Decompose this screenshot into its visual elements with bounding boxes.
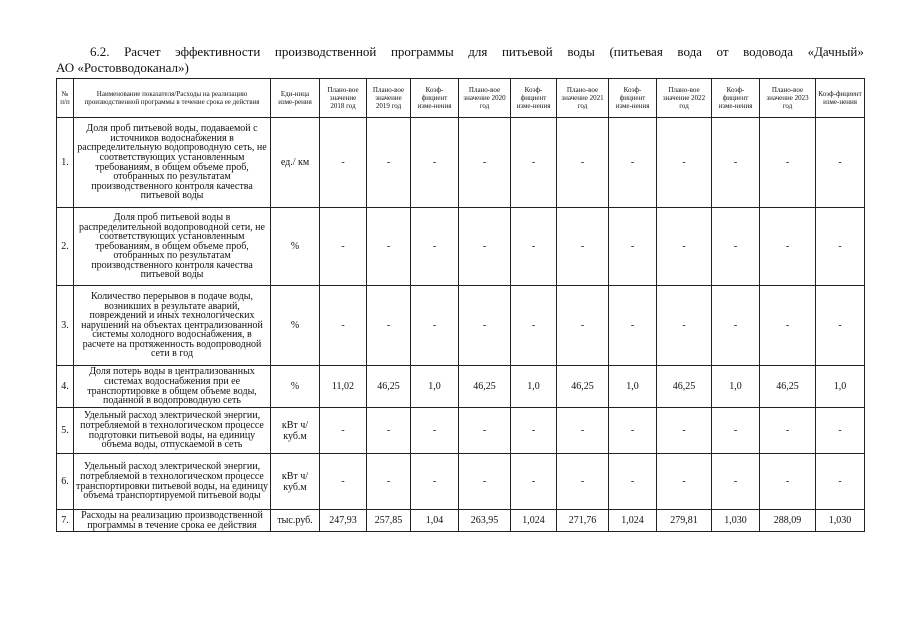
row-number: 1. [57, 118, 74, 208]
header-value-column: Плано-вое значение 2018 год [320, 79, 367, 118]
value-cell: - [320, 286, 367, 366]
value-cell: 247,93 [320, 510, 367, 532]
value-cell: - [411, 286, 459, 366]
value-cell: 46,25 [367, 366, 411, 408]
heading-word: производственной [274, 44, 377, 59]
indicator-name: Доля проб питьевой воды в распределительной водопроводной сети, не соответствующих установленным требованиям, в общем объеме проб, отобранных по результатам производственного контроля качества питьевой воды [74, 208, 271, 286]
section-heading [56, 44, 864, 76]
table-row [57, 286, 865, 366]
value-cell: - [557, 408, 609, 454]
value-cell: 1,030 [712, 510, 760, 532]
indicator-name: Удельный расход электрической энергии, потребляемой в технологическом процессе транспортировки питьевой воды, на единицу объема транспортируемой питьевой воды [74, 454, 271, 510]
heading-word: программы [390, 44, 454, 59]
heading-line-2: АО «Ростовводоканал») [56, 60, 189, 75]
value-cell: - [657, 208, 712, 286]
unit-cell: % [271, 208, 320, 286]
header-value-column: Плано-вое значение 2023 год [760, 79, 816, 118]
value-cell: - [459, 286, 511, 366]
value-cell: 1,0 [411, 366, 459, 408]
value-cell: - [816, 118, 865, 208]
heading-word: для [468, 44, 488, 59]
value-cell: - [367, 408, 411, 454]
heading-word: 6.2. [90, 44, 110, 59]
value-cell: - [760, 286, 816, 366]
table-row [57, 366, 865, 408]
unit-cell: кВт ч/куб.м [271, 408, 320, 454]
value-cell: - [712, 454, 760, 510]
value-cell: - [657, 454, 712, 510]
value-cell: - [459, 408, 511, 454]
header-value-column: Коэф-фициент изме-нения [511, 79, 557, 118]
table-row [57, 454, 865, 510]
value-cell: - [760, 408, 816, 454]
header-indicator-name: Наименование показателя/Расходы на реализацию производственной программы в течение срока ее действия [74, 79, 271, 118]
value-cell: - [760, 118, 816, 208]
value-cell: 46,25 [760, 366, 816, 408]
value-cell: - [657, 408, 712, 454]
value-cell: - [459, 454, 511, 510]
value-cell: - [367, 454, 411, 510]
value-cell: - [657, 118, 712, 208]
value-cell: - [609, 118, 657, 208]
value-cell: - [657, 286, 712, 366]
value-cell: 1,024 [511, 510, 557, 532]
header-value-column: Коэф-фициент изме-нения [411, 79, 459, 118]
value-cell: - [609, 454, 657, 510]
header-value-column: Плано-вое значение 2022 год [657, 79, 712, 118]
value-cell: 46,25 [459, 366, 511, 408]
row-number: 7. [57, 510, 74, 532]
value-cell: - [712, 286, 760, 366]
indicator-name: Количество перерывов в подаче воды, возникших в результате аварий, повреждений и иных технологических нарушений на объектах централизованной системы холодного водоснабжения, в расчете на протяженность водопроводной сети в год [74, 286, 271, 366]
value-cell: - [760, 208, 816, 286]
value-cell: - [712, 208, 760, 286]
value-cell: - [712, 408, 760, 454]
heading-word: Расчет [124, 44, 161, 59]
unit-cell: тыс.руб. [271, 510, 320, 532]
heading-line-1 [56, 44, 864, 60]
heading-word: воды [567, 44, 595, 59]
value-cell: 271,76 [557, 510, 609, 532]
table-header-row [57, 79, 865, 118]
row-number: 4. [57, 366, 74, 408]
value-cell: 46,25 [557, 366, 609, 408]
value-cell: 1,0 [511, 366, 557, 408]
value-cell: - [816, 454, 865, 510]
value-cell: - [816, 208, 865, 286]
value-cell: - [712, 118, 760, 208]
heading-word: от [716, 44, 729, 59]
row-number: 5. [57, 408, 74, 454]
value-cell: 1,0 [712, 366, 760, 408]
value-cell: - [459, 208, 511, 286]
value-cell: 1,024 [609, 510, 657, 532]
value-cell: 11,02 [320, 366, 367, 408]
table-row [57, 118, 865, 208]
value-cell: - [367, 118, 411, 208]
value-cell: - [411, 454, 459, 510]
heading-word: вода [677, 44, 702, 59]
value-cell: - [320, 208, 367, 286]
value-cell: - [411, 118, 459, 208]
value-cell: - [411, 208, 459, 286]
value-cell: 263,95 [459, 510, 511, 532]
value-cell: - [609, 286, 657, 366]
efficiency-table [56, 78, 865, 532]
indicator-name: Расходы на реализацию производственной программы в течение срока ее действия [74, 510, 271, 532]
header-value-column: Коэф-фициент изме-нения [712, 79, 760, 118]
value-cell: - [511, 118, 557, 208]
value-cell: - [511, 286, 557, 366]
value-cell: 1,0 [609, 366, 657, 408]
value-cell: - [459, 118, 511, 208]
header-value-column: Плано-вое значение 2019 год [367, 79, 411, 118]
value-cell: 1,04 [411, 510, 459, 532]
value-cell: - [816, 286, 865, 366]
value-cell: 279,81 [657, 510, 712, 532]
header-value-column: Плано-вое значение 2021 год [557, 79, 609, 118]
header-number: № п/п [57, 79, 74, 118]
value-cell: - [320, 408, 367, 454]
row-number: 6. [57, 454, 74, 510]
indicator-name: Доля проб питьевой воды, подаваемой с источников водоснабжения в распределительную водопроводную сеть, не соответствующих установленным требованиям, в общем объеме проб, отобранных по результатам производственного контроля качества питьевой воды [74, 118, 271, 208]
header-value-column: Коэф-фициент изме-нения [609, 79, 657, 118]
unit-cell: кВт ч/куб.м [271, 454, 320, 510]
value-cell: - [367, 208, 411, 286]
value-cell: - [609, 208, 657, 286]
value-cell: - [557, 208, 609, 286]
heading-word: (питьевая [609, 44, 663, 59]
indicator-name: Удельный расход электрической энергии, потребляемой в технологическом процессе подготовки питьевой воды, на единицу объема воды, отпускаемой в сеть [74, 408, 271, 454]
value-cell: - [411, 408, 459, 454]
value-cell: 257,85 [367, 510, 411, 532]
value-cell: - [760, 454, 816, 510]
value-cell: - [511, 454, 557, 510]
row-number: 2. [57, 208, 74, 286]
value-cell: 1,0 [816, 366, 865, 408]
heading-word: питьевой [501, 44, 553, 59]
value-cell: - [511, 208, 557, 286]
row-number: 3. [57, 286, 74, 366]
header-unit: Еди-ница изме-рения [271, 79, 320, 118]
header-value-column: Коэф-фициент изме-нения [816, 79, 865, 118]
table-row [57, 510, 865, 532]
value-cell: - [367, 286, 411, 366]
value-cell: - [557, 118, 609, 208]
value-cell: - [557, 286, 609, 366]
heading-word: эффективности [175, 44, 261, 59]
indicator-name: Доля потерь воды в централизованных системах водоснабжения при ее транспортировке в общем объеме воды, поданной в водопроводную сеть [74, 366, 271, 408]
table-row [57, 208, 865, 286]
header-value-column: Плано-вое значение 2020 год [459, 79, 511, 118]
table-row [57, 408, 865, 454]
unit-cell: % [271, 366, 320, 408]
value-cell: - [511, 408, 557, 454]
value-cell: 46,25 [657, 366, 712, 408]
value-cell: 288,09 [760, 510, 816, 532]
unit-cell: % [271, 286, 320, 366]
value-cell: - [609, 408, 657, 454]
value-cell: - [320, 454, 367, 510]
value-cell: 1,030 [816, 510, 865, 532]
value-cell: - [320, 118, 367, 208]
heading-word: водовода [743, 44, 793, 59]
value-cell: - [557, 454, 609, 510]
value-cell: - [816, 408, 865, 454]
unit-cell: ед./ км [271, 118, 320, 208]
heading-word: «Дачный» [807, 44, 864, 59]
